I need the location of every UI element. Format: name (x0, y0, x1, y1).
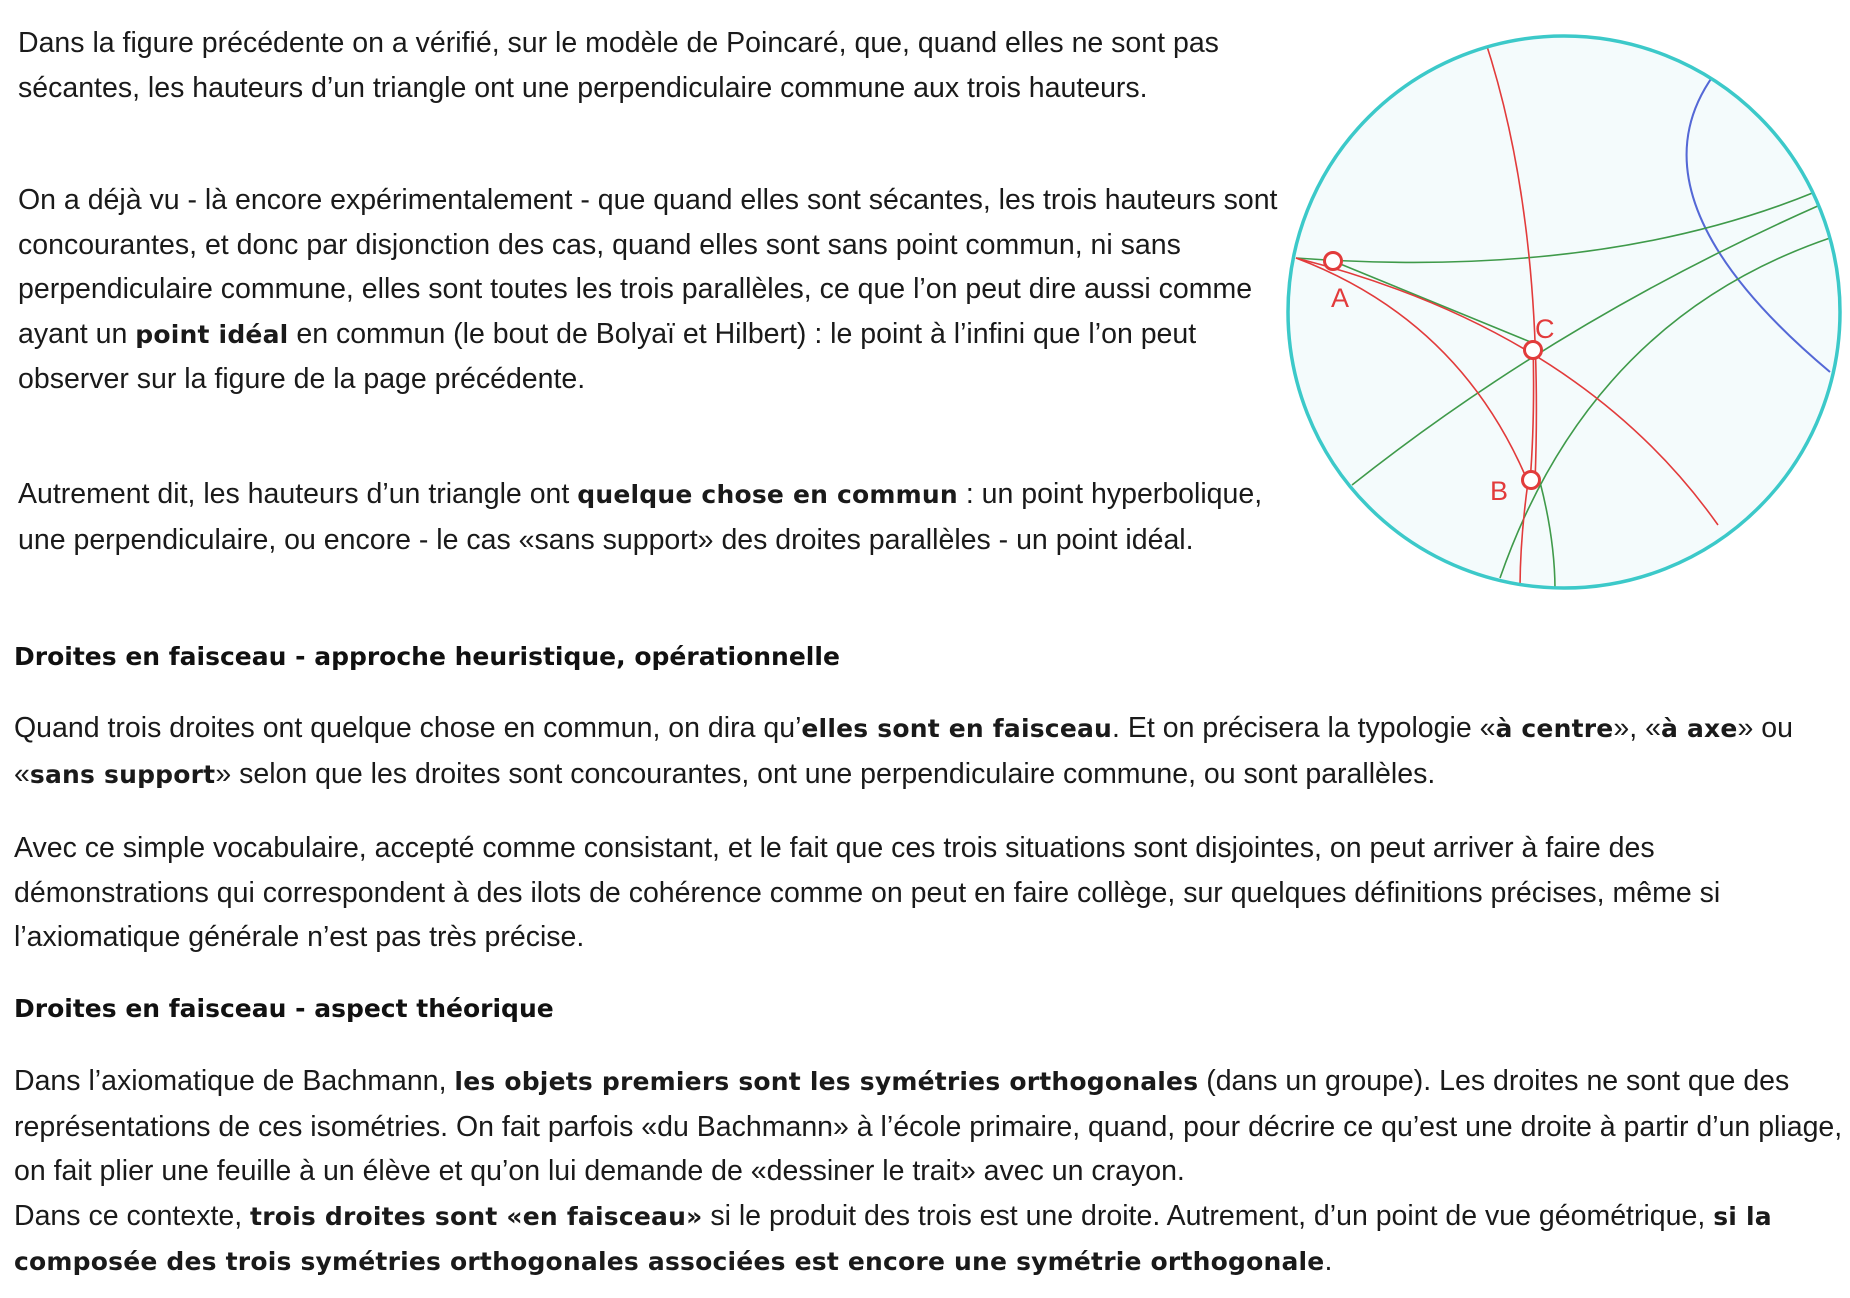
point-b-marker (1523, 472, 1540, 489)
bachmann-paragraph (14, 1059, 1844, 1285)
bachmann-text-5: . (1324, 1245, 1333, 1277)
keyword-en-faisceau: elles sont en faisceau (801, 714, 1113, 743)
intro-text: Dans la figure précédente on a vérifié, sur le modèle de Poincaré, que, quand elles ne sont pas sécantes, les hauteurs d’un triangle ont une perpendiculaire commune aux trois hauteurs. (18, 27, 1219, 104)
point-c-label: C (1535, 314, 1555, 344)
faisceau-definition-paragraph (14, 706, 1844, 797)
poincare-disk-figure (1280, 30, 1850, 600)
point-b-label: B (1490, 476, 1509, 506)
parallel-text-end: en commun (le bout de Bolyaï et Hilbert) : le point à l’infini que l’on peut observer sur la figure de la page précédente. (18, 317, 1197, 395)
bachmann-text-2: (dans un groupe). Les droites ne sont que des représentations de ces isométries. On fait parfois «du Bachmann» à l’école primaire, quand, pour décrire ce qu’est une droite à partir d’un pliage, on fait plier une feuille à un élève et qu’on lui demande de «dessiner le trait» avec un crayon. (14, 1065, 1843, 1187)
summary-text-end: : un point hyperbolique, une perpendiculaire, ou encore - le cas «sans support» des droites parallèles - un point idéal. (18, 478, 1263, 556)
bachmann-text-1: Dans l’axiomatique de Bachmann, (14, 1065, 455, 1097)
heading-theoretical: Droites en faisceau - aspect théorique (14, 994, 554, 1023)
faisceau-text-4: » ou « (14, 712, 1793, 790)
bachmann-text-4: si le produit des trois est une droite. Autrement, d’un point de vue géométrique, (702, 1199, 1714, 1232)
faisceau-text-1: Quand trois droites ont quelque chose en commun, on dira qu’ (14, 712, 802, 744)
keyword-a-centre: à centre (1495, 714, 1614, 743)
point-c-marker (1525, 342, 1542, 359)
faisceau-text-5: » selon que les droites sont concourantes, ont une perpendiculaire commune, ou sont parallèles. (215, 757, 1436, 790)
vocabulary-text: Avec ce simple vocabulaire, accepté comme consistant, et le fait que ces trois situations sont disjointes, on peut arriver à faire des démonstrations qui correspondent à des ilots de cohérence comme on peut en faire collège, sur quelques définitions précises, même si l’axiomatique générale n’est pas très précise. (14, 832, 1721, 953)
point-a-marker (1325, 253, 1342, 270)
point-a-label: A (1331, 283, 1350, 313)
keyword-objets-premiers: les objets premiers sont les symétries orthogonales (454, 1067, 1199, 1096)
bachmann-text-3: Dans ce contexte, (14, 1199, 251, 1232)
keyword-something-common: quelque chose en commun (577, 480, 958, 509)
parallel-paragraph (18, 178, 1278, 402)
faisceau-text-3: », « (1613, 712, 1661, 744)
summary-paragraph (18, 472, 1278, 562)
parallel-text-start: On a déjà vu - là encore expérimentalement - que quand elles sont sécantes, les trois hauteurs sont concourantes, et donc par disjonction des cas, quand elles sont sans point commun, ni sans perpendiculaire commune, elles sont toutes les trois parallèles, ce que l’on peut dire aussi comme ayant un (18, 184, 1278, 350)
heading-heuristic: Droites en faisceau - approche heuristique, opérationnelle (14, 642, 840, 671)
intro-paragraph (18, 21, 1278, 110)
faisceau-text-2: . Et on précisera la typologie « (1112, 712, 1496, 744)
keyword-a-axe: à axe (1660, 714, 1738, 743)
keyword-composee: si la composée des trois symétries orthogonales associées est encore une symétrie orthogonale (14, 1201, 1772, 1276)
keyword-point-ideal: point idéal (135, 319, 289, 349)
vocabulary-paragraph (14, 826, 1844, 960)
disk-background (1288, 36, 1840, 588)
summary-text-start: Autrement dit, les hauteurs d’un triangle ont (18, 478, 578, 510)
keyword-trois-droites: trois droites sont «en faisceau» (250, 1201, 703, 1231)
keyword-sans-support: sans support (29, 759, 216, 789)
